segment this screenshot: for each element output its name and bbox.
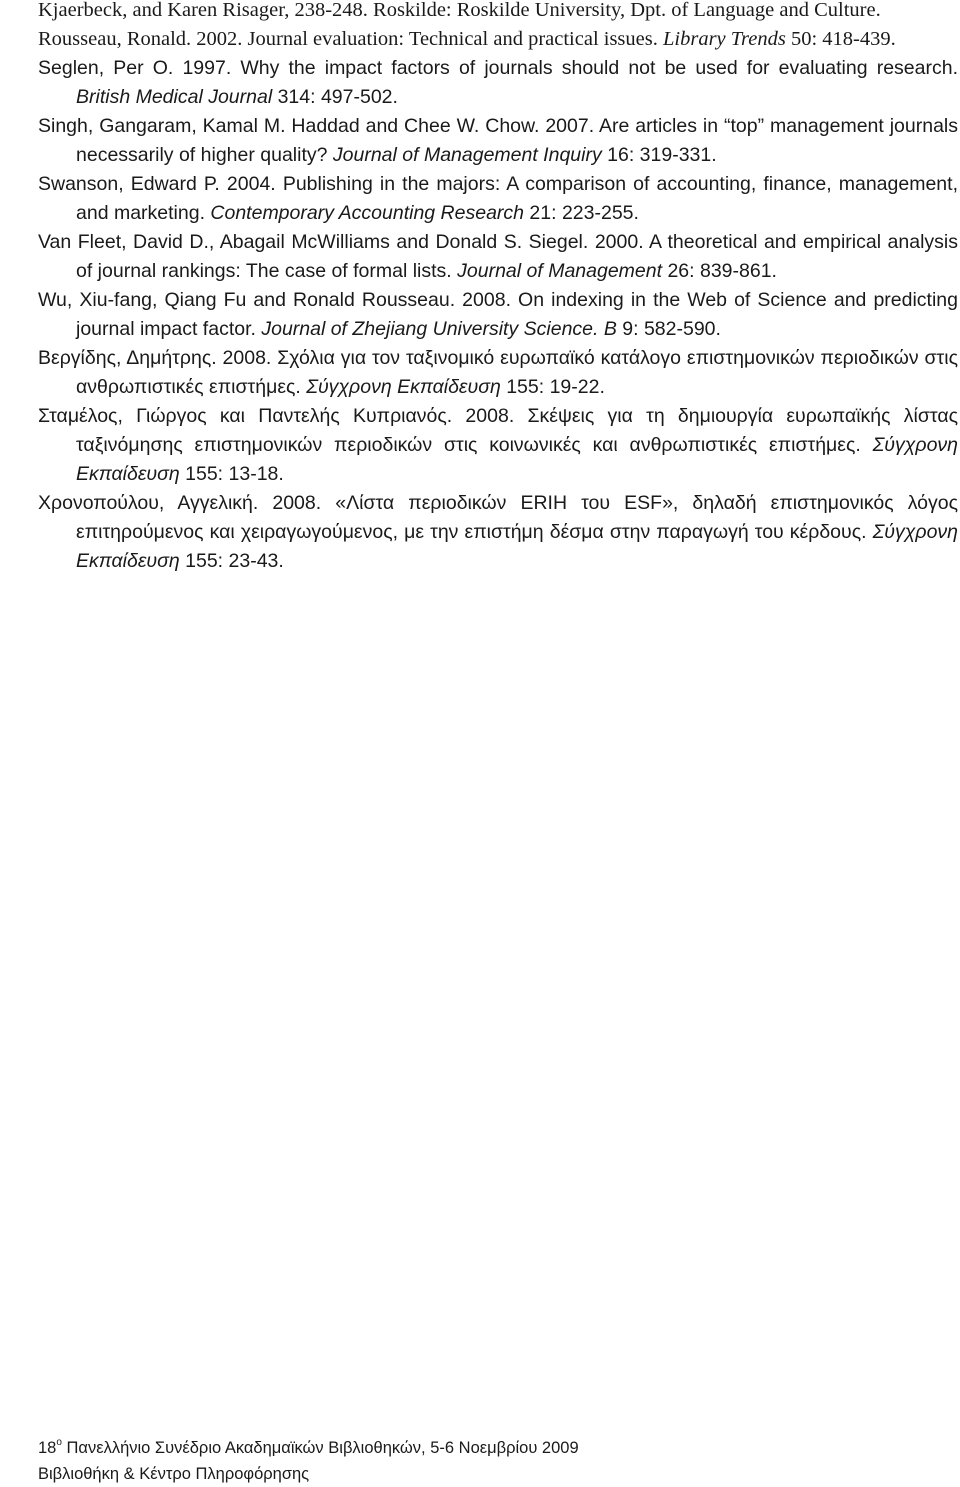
reference-journal-title: Σύγχρονη Εκπαίδευση	[306, 376, 501, 398]
reference-entry	[38, 0, 958, 25]
reference-entry	[38, 170, 958, 228]
reference-volume-pages: 21: 223-255.	[524, 202, 639, 224]
reference-volume-pages: 26: 839-861.	[662, 260, 777, 282]
reference-entry	[38, 112, 958, 170]
footer-conference-name: Πανελλήνιο Συνέδριο Ακαδημαϊκών Βιβλιοθηκών, 5-6 Νοεμβρίου 2009	[61, 1439, 579, 1457]
reference-entry	[38, 54, 958, 112]
footer-edition-number: 18	[38, 1439, 57, 1457]
reference-volume-pages: 155: 13-18.	[179, 463, 284, 485]
reference-text: Χρονοπούλου, Αγγελική. 2008. «Λίστα περιοδικών ERIH του ESF», δηλαδή επιστημονικός λόγος επιτηρούμενος και χειραγωγούμενος, με την επιστήμη δέσμα στην παραγωγή του κέρδους.	[38, 492, 958, 543]
reference-volume-pages: 50: 418-439.	[785, 28, 896, 50]
reference-text: Rousseau, Ronald. 2002. Journal evaluation: Technical and practical issues.	[38, 28, 663, 50]
reference-volume-pages: 155: 19-22.	[500, 376, 605, 398]
reference-entry	[38, 344, 958, 402]
reference-journal-title: Journal of Management	[457, 260, 663, 282]
reference-text: Βεργίδης, Δημήτρης. 2008. Σχόλια για τον ταξινομικό ευρωπαϊκό κατάλογο επιστημονικών περιοδικών στις ανθρωπιστικές επιστήμες.	[38, 347, 958, 398]
reference-text: Wu, Xiu-fang, Qiang Fu and Ronald Rousseau. 2008. On indexing in the Web of Science and predicting journal impact factor.	[38, 289, 958, 340]
reference-journal-title: Contemporary Accounting Research	[210, 202, 525, 224]
footer-organization: Βιβλιοθήκη & Κέντρο Πληροφόρησης	[38, 1465, 310, 1483]
page-footer	[38, 1430, 579, 1487]
reference-entry	[38, 228, 958, 286]
reference-journal-title: British Medical Journal	[76, 86, 273, 108]
reference-text: Seglen, Per O. 1997. Why the impact factors of journals should not be used for evaluating research.	[38, 57, 958, 79]
reference-journal-title: Journal of Zhejiang University Science. B	[261, 318, 617, 340]
reference-journal-title: Library Trends	[663, 28, 786, 50]
reference-journal-title: Σύγχρονη Εκπαίδευση	[76, 434, 958, 485]
reference-entry	[38, 489, 958, 576]
reference-journal-title: Σύγχρονη Εκπαίδευση	[76, 521, 958, 572]
reference-volume-pages: 16: 319-331.	[601, 144, 717, 166]
reference-text: Swanson, Edward P. 2004. Publishing in the majors: A comparison of accounting, finance, management, and marketing.	[38, 173, 958, 224]
footer-ordinal-superscript: ο	[56, 1437, 62, 1448]
reference-volume-pages: 9: 582-590.	[616, 318, 721, 340]
reference-journal-title: Journal of Management Inquiry	[332, 144, 602, 166]
reference-list	[38, 0, 958, 576]
reference-text: Kjaerbeck, and Karen Risager, 238-248. Roskilde: Roskilde University, Dpt. of Language and Culture.	[38, 0, 881, 21]
reference-text: Van Fleet, David D., Abagail McWilliams and Donald S. Siegel. 2000. A theoretical and empirical analysis of journal rankings: The case of formal lists.	[38, 231, 958, 282]
reference-volume-pages: 155: 23-43.	[179, 550, 284, 572]
reference-volume-pages: 314: 497-502.	[272, 86, 398, 108]
footer-conference-line	[38, 1430, 579, 1461]
reference-entry	[38, 286, 958, 344]
reference-entry	[38, 25, 958, 54]
reference-text: Singh, Gangaram, Kamal M. Haddad and Chee W. Chow. 2007. Are articles in “top” management journals necessarily of higher quality?	[38, 115, 958, 166]
reference-entry	[38, 402, 958, 489]
reference-text: Σταμέλος, Γιώργος και Παντελής Κυπριανός. 2008. Σκέψεις για τη δημιουργία ευρωπαϊκής λίστας ταξινόμησης επιστημονικών περιοδικών στις κοινωνικές και ανθρωπιστικές επιστήμες.	[38, 405, 958, 456]
